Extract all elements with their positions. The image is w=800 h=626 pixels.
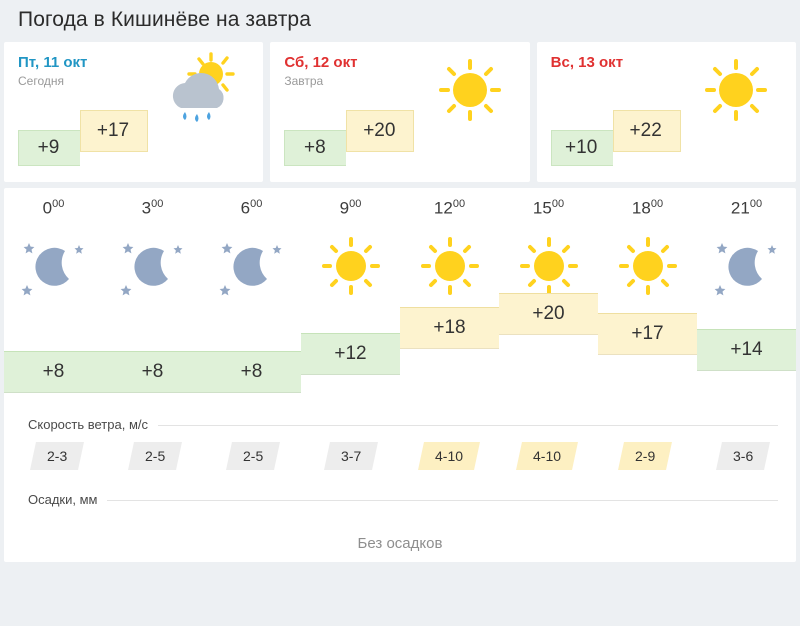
day-card-subtitle: Сегодня [18,74,64,88]
hour-label: $0^{00}$ [42,198,65,218]
day-card-subtitle: Завтра [284,74,324,88]
hour-cell [598,198,697,309]
hour-label: $15^{00}$ [532,198,565,218]
hour-temperature: +8 [4,351,103,393]
hour-cell [301,198,400,309]
night-temperature: +10 [551,130,613,166]
hour-temperature: +8 [202,351,301,393]
wind-chip: 4-10 [418,442,480,470]
day-card-sunday[interactable] [537,42,796,182]
hourly-forecast [4,188,796,562]
hour-label: $21^{00}$ [730,198,763,218]
precipitation-section-header [4,470,796,507]
wind-chip: 2-9 [618,442,672,470]
hour-label: $18^{00}$ [631,198,664,218]
temp-cell [499,293,598,393]
hour-temperature: +20 [499,293,598,335]
wind-chip: 3-7 [324,442,378,470]
divider [158,425,778,426]
hour-temperature: +8 [103,351,202,393]
bottom-spacer [0,616,800,626]
day-card-name: Вс, 13 окт [550,54,624,71]
sun-icon [688,50,780,136]
divider [107,500,778,501]
day-card-temps [18,120,148,166]
sun-cloud-rain-icon [155,50,247,136]
wind-section-header [4,399,796,432]
wind-cell [498,442,596,470]
day-cards [0,42,800,182]
temp-cell [301,333,400,393]
temp-cell [400,307,499,393]
hour-cell [697,198,796,309]
wind-cell [596,442,694,470]
sun-icon [400,223,499,309]
wind-title: Скорость ветра, м/с [28,416,148,432]
temp-cell [4,351,103,393]
hour-temperature: +12 [301,333,400,375]
moon-stars-icon [202,223,301,309]
wind-cell [400,442,498,470]
hour-cell [4,198,103,309]
day-card-temps [551,120,681,166]
precipitation-title: Осадки, мм [28,491,98,507]
moon-stars-icon [103,223,202,309]
day-card-name: Пт, 11 окт [18,54,88,71]
page-title: Погода в Кишинёве на завтра [18,8,311,31]
temp-cell [202,351,301,393]
hour-label: $6^{00}$ [240,198,263,218]
hourly-temperature-chart [4,302,796,399]
wind-chip: 2-3 [30,442,84,470]
wind-chip: 2-5 [128,442,182,470]
sun-icon [422,50,514,136]
temp-cell [103,351,202,393]
wind-cell [694,442,792,470]
hour-label: $12^{00}$ [433,198,466,218]
day-card-temps [284,120,414,166]
hour-label: $3^{00}$ [141,198,164,218]
sun-icon [598,223,697,309]
night-temperature: +9 [18,130,80,166]
precipitation-value: Без осадков [357,534,443,552]
day-card-tomorrow[interactable] [270,42,529,182]
sun-icon [301,223,400,309]
hour-cell [103,198,202,309]
hour-temperature: +17 [598,313,697,355]
wind-chip: 2-5 [226,442,280,470]
hour-label: $9^{00}$ [339,198,362,218]
hour-cell [400,198,499,309]
temp-cell [697,329,796,393]
wind-cell [106,442,204,470]
moon-stars-icon [4,223,103,309]
wind-cell [302,442,400,470]
wind-chip: 3-6 [716,442,770,470]
day-card-today[interactable] [4,42,263,182]
hour-labels-row [4,198,796,309]
night-temperature: +8 [284,130,346,166]
wind-chip: 4-10 [516,442,578,470]
hour-cell [202,198,301,309]
day-card-name: Сб, 12 окт [284,54,358,71]
hour-temperature: +18 [400,307,499,349]
day-temperature: +20 [346,110,414,152]
wind-values-row [4,432,796,470]
wind-cell [204,442,302,470]
temp-cell [598,313,697,393]
hour-temperature: +14 [697,329,796,371]
day-temperature: +17 [80,110,148,152]
moon-stars-icon [697,223,796,309]
wind-cell [8,442,106,470]
day-temperature: +22 [613,110,681,152]
